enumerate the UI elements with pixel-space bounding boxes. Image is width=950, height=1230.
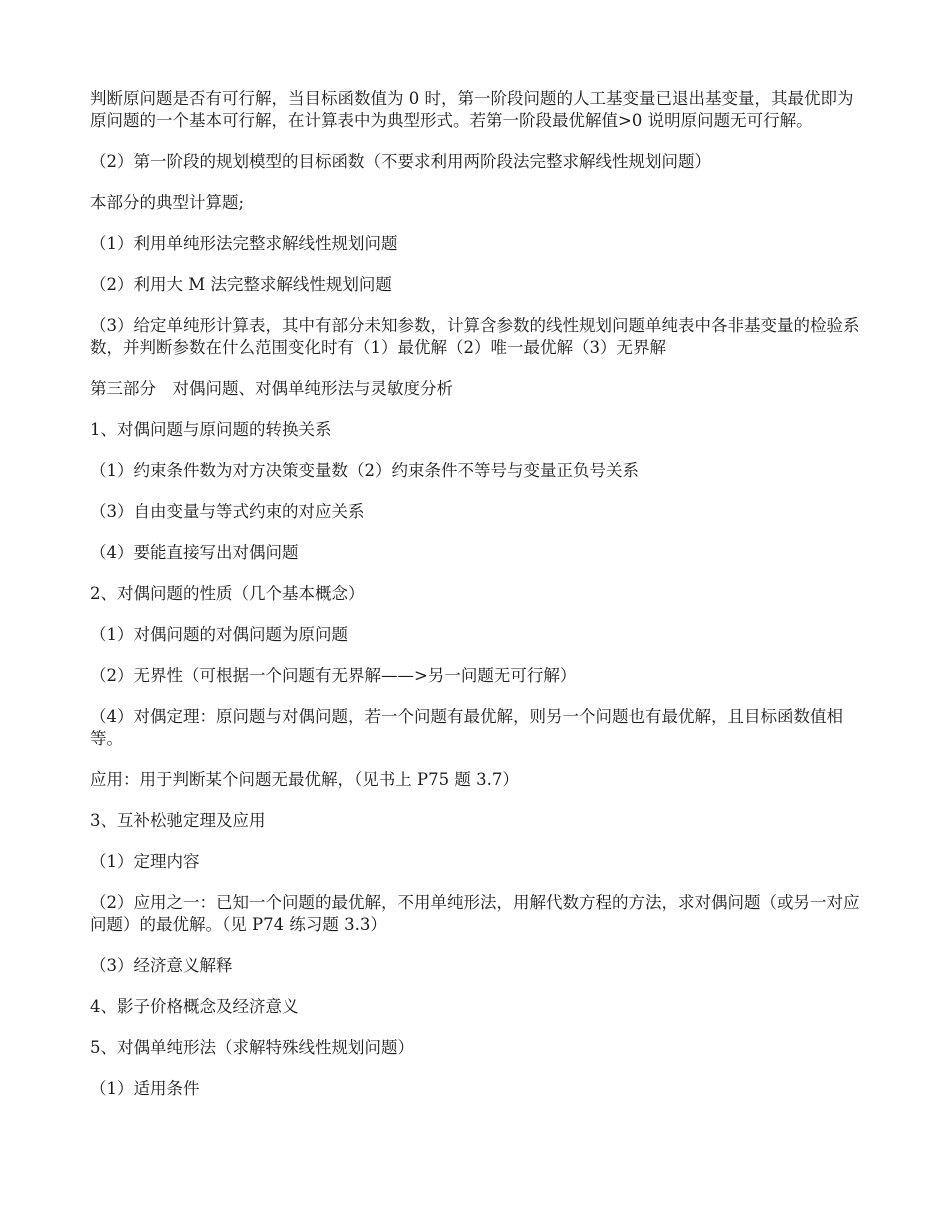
- paragraph-phase-one-objective: （2）第一阶段的规划模型的目标函数（不要求利用两阶段法完整求解线性规划问题）: [90, 152, 711, 171]
- heading-dual-properties: 2、对偶问题的性质（几个基本概念）: [90, 584, 365, 603]
- paragraph-dual-of-dual: （1）对偶问题的对偶问题为原问题: [90, 625, 348, 644]
- paragraph-economic-meaning: （3）经济意义解释: [90, 956, 233, 975]
- paragraph-applicable-conditions: （1）适用条件: [90, 1079, 200, 1098]
- heading-shadow-price: 4、影子价格概念及经济意义: [90, 997, 299, 1016]
- heading-complementary-slackness: 3、互补松驰定理及应用: [90, 811, 266, 830]
- paragraph-free-variable: （3）自由变量与等式约束的对应关系: [90, 502, 365, 521]
- paragraph-parametric-table: （3）给定单纯形计算表，其中有部分未知参数，计算含参数的线性规划问题单纯表中各非基变量的检验系数，并判断参数在什么范围变化时有（1）最优解（2）唯一最优解（3）无界解: [90, 316, 860, 357]
- paragraph-theorem-content: （1）定理内容: [90, 852, 200, 871]
- heading-dual-conversion: 1、对偶问题与原问题的转换关系: [90, 420, 332, 439]
- paragraph-unboundedness: （2）无界性（可根据一个问题有无界解——>另一问题无可行解）: [90, 666, 577, 685]
- paragraph-typical-problems-heading: 本部分的典型计算题;: [90, 193, 245, 212]
- paragraph-simplex-method: （1）利用单纯形法完整求解线性规划问题: [90, 234, 398, 253]
- paragraph-slackness-application: （2）应用之一：已知一个问题的最优解，不用单纯形法，用解代数方程的方法，求对偶问题（或另一对应问题）的最优解。（见 P74 练习题 3.3）: [90, 893, 860, 934]
- document-page: [90, 88, 865, 1119]
- paragraph-big-m-method: （2）利用大 M 法完整求解线性规划问题: [90, 275, 392, 294]
- paragraph-feasibility-check: 判断原问题是否有可行解，当目标函数值为 0 时，第一阶段问题的人工基变量已退出基变量，其最优即为原问题的一个基本可行解，在计算表中为典型形式。若第一阶段最优解值>0 说明原问题无可行解。: [90, 89, 854, 130]
- heading-dual-simplex: 5、对偶单纯形法（求解特殊线性规划问题）: [90, 1038, 414, 1057]
- paragraph-constraint-count: （1）约束条件数为对方决策变量数（2）约束条件不等号与变量正负号关系: [90, 461, 639, 480]
- paragraph-duality-theorem: （4）对偶定理：原问题与对偶问题，若一个问题有最优解，则另一个问题也有最优解，且目标函数值相等。: [90, 707, 843, 748]
- paragraph-write-dual: （4）要能直接写出对偶问题: [90, 543, 299, 562]
- paragraph-application-note: 应用：用于判断某个问题无最优解，（见书上 P75 题 3.7）: [90, 770, 519, 789]
- section-heading-part-three: 第三部分 对偶问题、对偶单纯形法与灵敏度分析: [90, 379, 453, 398]
